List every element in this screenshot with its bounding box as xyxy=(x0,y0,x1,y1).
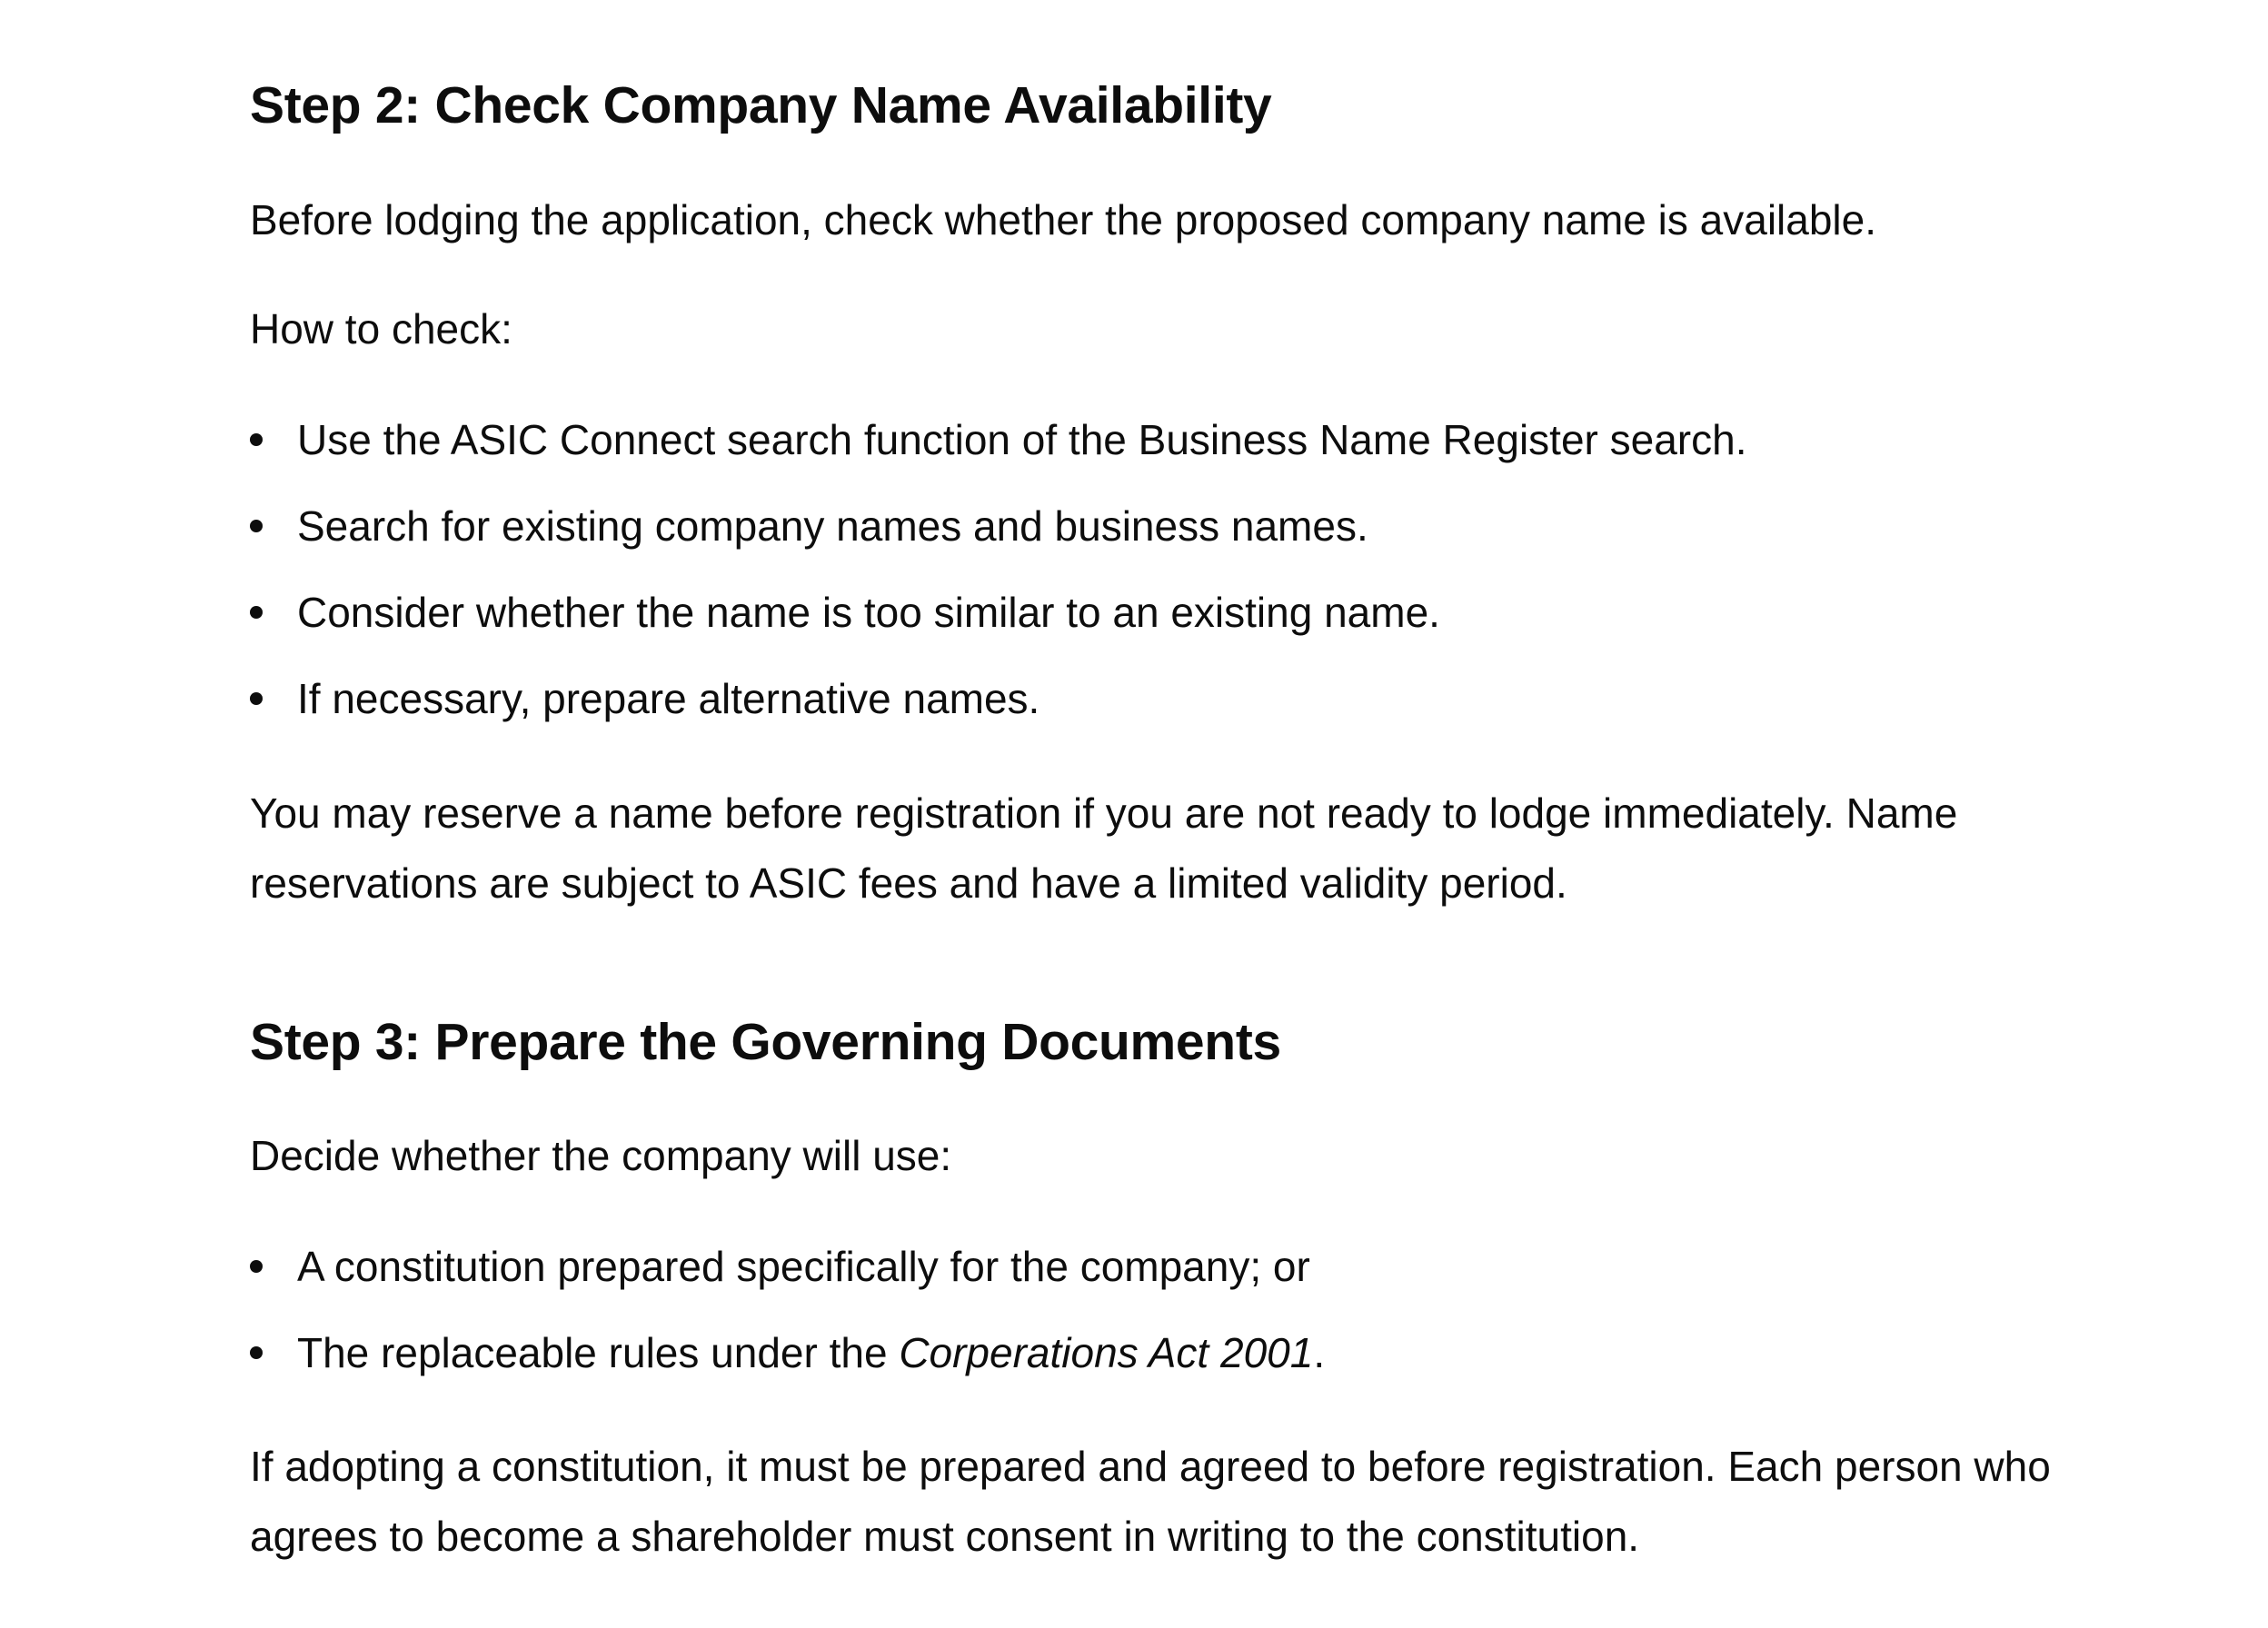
list-item xyxy=(250,664,1746,750)
name-reservation-note: You may reserve a name before registration if you are not ready to lodge immediately. Name reservations are subject to ASIC fees and have a limited validity period. xyxy=(250,789,1958,907)
list-item xyxy=(250,1232,1325,1318)
act-title: Corperations Act 2001 xyxy=(899,1329,1314,1376)
list-item-text: If necessary, prepare alternative names. xyxy=(297,675,1040,722)
bullet-icon xyxy=(250,606,263,619)
bullet-icon xyxy=(250,1346,263,1359)
list-item xyxy=(250,405,1746,491)
list-item xyxy=(250,578,1746,664)
list-item-text: Consider whether the name is too similar to an existing name. xyxy=(297,589,1440,636)
constitution-note: If adopting a constitution, it must be prepared and agreed to before registration. Each person who agrees to become a shareholder must consent in writing to the constitution. xyxy=(250,1443,2051,1560)
list-item xyxy=(250,1318,1325,1405)
how-to-check-label: How to check: xyxy=(250,305,512,352)
bullet-icon xyxy=(250,433,263,446)
bullet-icon xyxy=(250,520,263,532)
list-item-text: A constitution prepared specifically for the company; or xyxy=(297,1243,1310,1290)
step-3-intro: Decide whether the company will use: xyxy=(250,1132,952,1179)
how-to-check-list xyxy=(250,405,1746,750)
list-item-text: Use the ASIC Connect search function of the Business Name Register search. xyxy=(297,416,1747,463)
list-item-text-prefix: The replaceable rules under the xyxy=(297,1329,900,1376)
step-2-intro: Before lodging the application, check whether the proposed company name is available. xyxy=(250,196,1877,243)
list-item-text: Search for existing company names and business names. xyxy=(297,502,1368,550)
bullet-icon xyxy=(250,1260,263,1273)
list-item xyxy=(250,491,1746,578)
step-2-heading: Step 2: Check Company Name Availability xyxy=(250,76,1272,134)
list-item-text-suffix: . xyxy=(1313,1329,1326,1376)
governing-options-list xyxy=(250,1232,1325,1405)
bullet-icon xyxy=(250,692,263,705)
step-3-heading: Step 3: Prepare the Governing Documents xyxy=(250,1013,1281,1071)
